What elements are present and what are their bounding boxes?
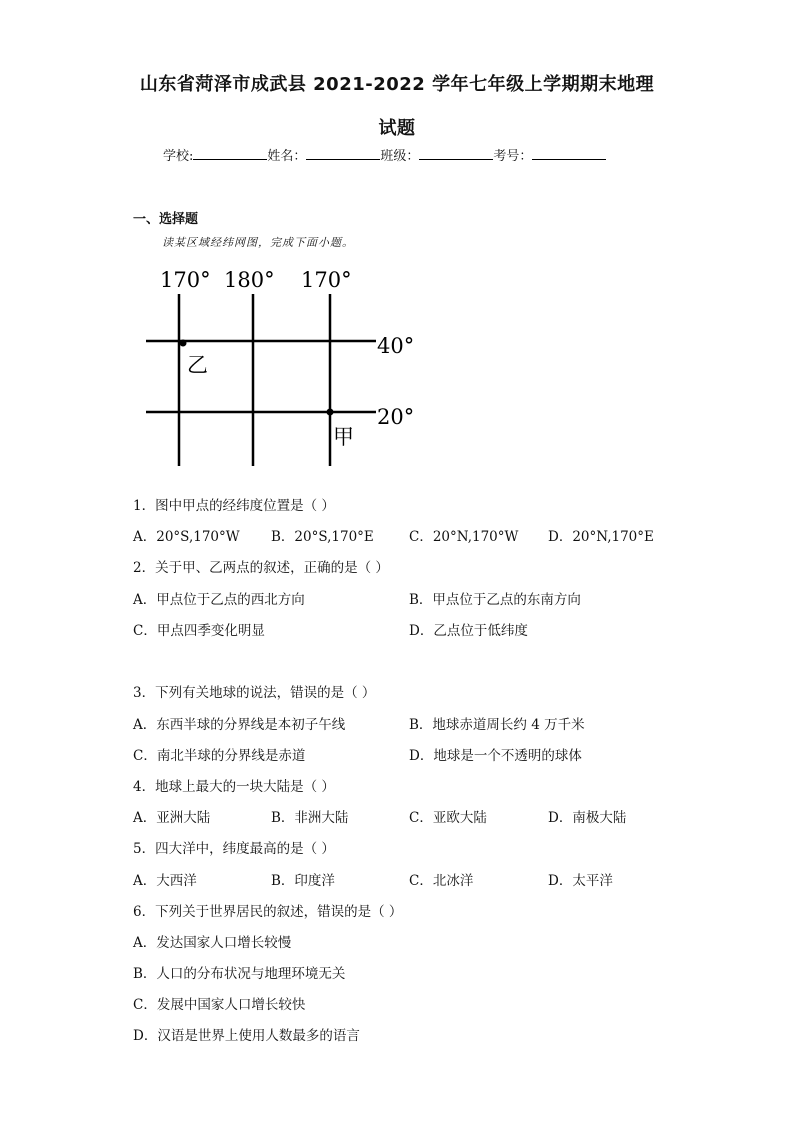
question-5-option-c[interactable]: C．北冰洋	[409, 873, 474, 889]
latitude-longitude-grid-map	[140, 260, 430, 475]
page-title-continued: 试题	[378, 118, 416, 139]
question-6-option-b[interactable]: B．人口的分布状况与地理环境无关	[133, 966, 346, 982]
longitude-label-1: 170°	[160, 268, 211, 292]
section-heading: 一、选择题	[133, 212, 199, 227]
name-blank[interactable]	[306, 147, 380, 160]
question-6-option-d[interactable]: D．汉语是世界上使用人数最多的语言	[133, 1028, 360, 1044]
question-3-option-c[interactable]: C．南北半球的分界线是赤道	[133, 748, 306, 764]
longitude-label-3: 170°	[301, 268, 352, 292]
question-3-stem: 3．下列有关地球的说法，错误的是（ ）	[133, 685, 376, 701]
section-intro: 读某区域经纬网图，完成下面小题。	[162, 236, 354, 249]
point-jia-marker	[327, 409, 334, 416]
question-2-option-d[interactable]: D．乙点位于低纬度	[409, 623, 528, 639]
question-4-stem: 4．地球上最大的一块大陆是（ ）	[133, 779, 335, 795]
point-jia-label: 甲	[333, 425, 354, 449]
question-3-option-d[interactable]: D．地球是一个不透明的球体	[409, 748, 582, 764]
name-label: 姓名：	[267, 149, 307, 164]
exam-number-label: 考号：	[493, 149, 533, 164]
question-6-option-a[interactable]: A．发达国家人口增长较慢	[133, 935, 292, 951]
page-title: 山东省菏泽市成武县 2021-2022 学年七年级上学期期末地理	[139, 74, 655, 95]
school-blank[interactable]	[193, 147, 267, 160]
latitude-label-20: 20°	[377, 405, 415, 429]
class-blank[interactable]	[419, 147, 493, 160]
student-info-line	[163, 145, 606, 164]
question-5-option-a[interactable]: A．大西洋	[133, 873, 197, 889]
question-1-option-a[interactable]: A．20°S,170°W	[133, 529, 240, 545]
point-yi-marker	[180, 340, 187, 347]
question-4-option-c[interactable]: C．亚欧大陆	[409, 810, 487, 826]
question-6-option-c[interactable]: C．发展中国家人口增长较快	[133, 997, 306, 1013]
question-2-option-a[interactable]: A．甲点位于乙点的西北方向	[133, 592, 305, 608]
class-label: 班级：	[380, 149, 420, 164]
question-2-option-c[interactable]: C．甲点四季变化明显	[133, 623, 265, 639]
question-2-stem: 2．关于甲、乙两点的叙述，正确的是（ ）	[133, 560, 389, 576]
exam-number-blank[interactable]	[532, 147, 606, 160]
question-4-option-b[interactable]: B．非洲大陆	[271, 810, 349, 826]
question-5-option-b[interactable]: B．印度洋	[271, 873, 335, 889]
question-5-stem: 5．四大洋中，纬度最高的是（ ）	[133, 841, 335, 857]
question-5-option-d[interactable]: D．太平洋	[548, 873, 613, 889]
latitude-label-40: 40°	[377, 334, 415, 358]
point-yi-label: 乙	[187, 353, 208, 377]
question-4-option-d[interactable]: D．南极大陆	[548, 810, 627, 826]
question-1-option-c[interactable]: C．20°N,170°W	[409, 529, 519, 545]
question-6-stem: 6．下列关于世界居民的叙述，错误的是（ ）	[133, 904, 403, 920]
question-3-option-a[interactable]: A．东西半球的分界线是本初子午线	[133, 717, 346, 733]
question-1-stem: 1．图中甲点的经纬度位置是（ ）	[133, 498, 335, 514]
question-3-option-b[interactable]: B．地球赤道周长约 4 万千米	[409, 717, 585, 733]
question-1-option-d[interactable]: D．20°N,170°E	[548, 529, 654, 545]
longitude-label-2: 180°	[224, 268, 275, 292]
question-4-option-a[interactable]: A．亚洲大陆	[133, 810, 211, 826]
question-1-option-b[interactable]: B．20°S,170°E	[271, 529, 374, 545]
question-2-option-b[interactable]: B．甲点位于乙点的东南方向	[409, 592, 581, 608]
school-label: 学校:	[163, 149, 194, 164]
